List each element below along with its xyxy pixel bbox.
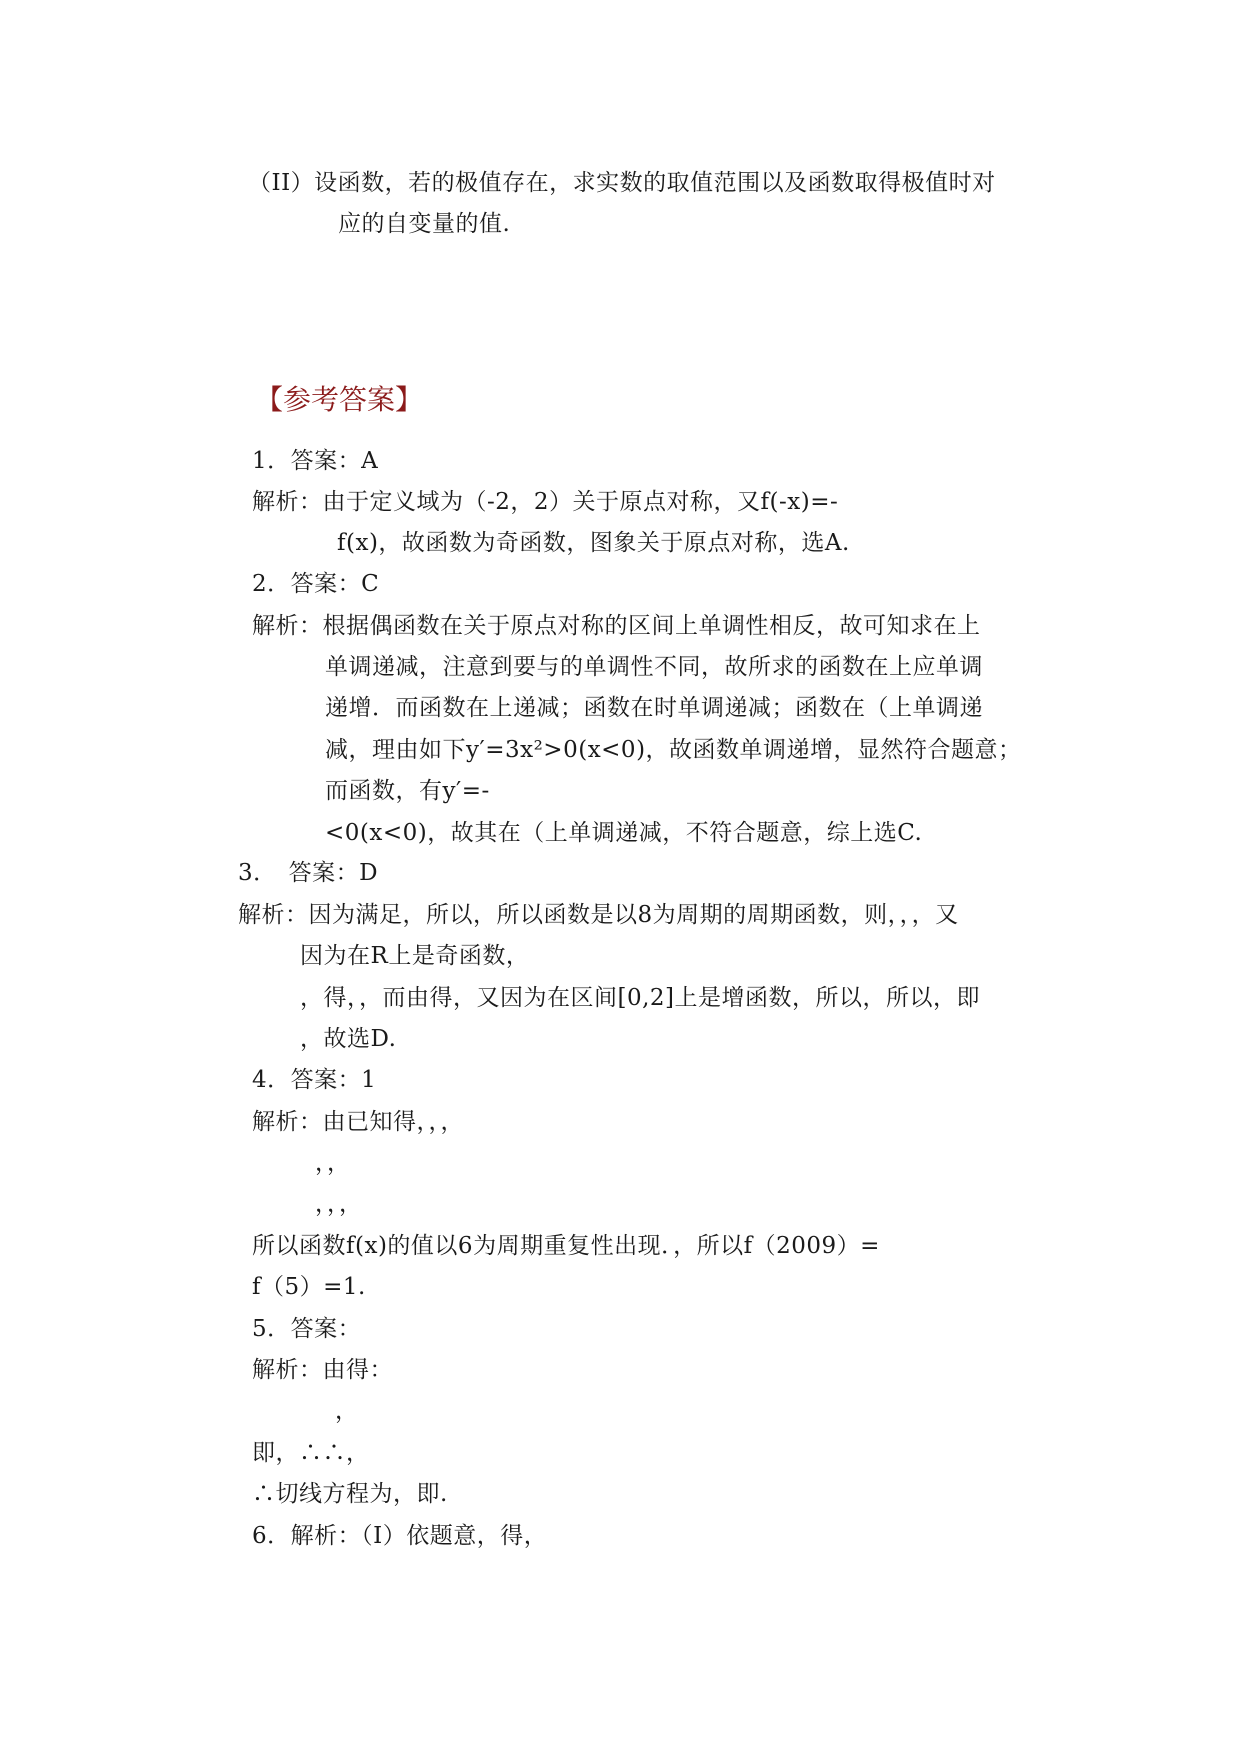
text-line: 解析：由得： — [252, 1357, 393, 1383]
text-line: 解析：由于定义域为（-2，2）关于原点对称，又f(-x)=- — [252, 489, 839, 515]
text-line: 单调递减，注意到要与的单调性不同，故所求的函数在上应单调 — [325, 654, 983, 680]
text-line: 即，∴∴， — [252, 1440, 370, 1466]
text-line: 6．解析：（I）依题意，得， — [252, 1523, 548, 1549]
text-line: 5．答案： — [252, 1316, 362, 1342]
text-line: 3． 答案：D — [238, 860, 379, 886]
text-line: ， — [335, 1398, 359, 1424]
text-line: 解析：由已知得，，， — [252, 1109, 464, 1135]
text-line: ，故选D. — [300, 1026, 397, 1052]
section-heading: 【参考答案】 — [255, 383, 424, 416]
text-line: 2．答案：C — [252, 571, 380, 597]
text-line: 因为在R上是奇函数， — [300, 943, 530, 969]
text-line: f(x)，故函数为奇函数，图象关于原点对称，选A. — [337, 530, 850, 556]
text-line: 1．答案：A — [252, 448, 379, 474]
text-line: 递增．而函数在上递减；函数在时单调递减；函数在（上单调递 — [325, 695, 983, 721]
text-line: ，得，，而由得，又因为在区间[0,2]上是增函数，所以，所以，即 — [300, 985, 981, 1011]
text-line: f（5）=1. — [252, 1274, 366, 1300]
text-line: 解析：根据偶函数在关于原点对称的区间上单调性相反，故可知求在上 — [252, 613, 981, 639]
text-line: ∴切线方程为，即. — [252, 1481, 448, 1507]
text-line: 4．答案：1 — [252, 1067, 377, 1093]
text-line: 解析：因为满足，所以，所以函数是以8为周期的周期函数，则，，，又 — [238, 902, 959, 928]
text-line: 应的自变量的值. — [338, 211, 511, 237]
text-line: ，，， — [315, 1191, 363, 1217]
text-line: （II）设函数，若的极值存在，求实数的取值范围以及函数取得极值时对 — [248, 170, 996, 196]
text-line: 所以函数f(x)的值以6为周期重复性出现．，所以f（2009）= — [252, 1233, 880, 1259]
text-line: ，， — [315, 1150, 351, 1176]
text-line: 减，理由如下y′=3x²>0(x<0)，故函数单调递增，显然符合题意； — [325, 737, 1022, 763]
text-line: 而函数，有y′=- — [325, 778, 490, 804]
text-line: <0(x<0)，故其在（上单调递减，不符合题意，综上选C. — [325, 820, 923, 846]
